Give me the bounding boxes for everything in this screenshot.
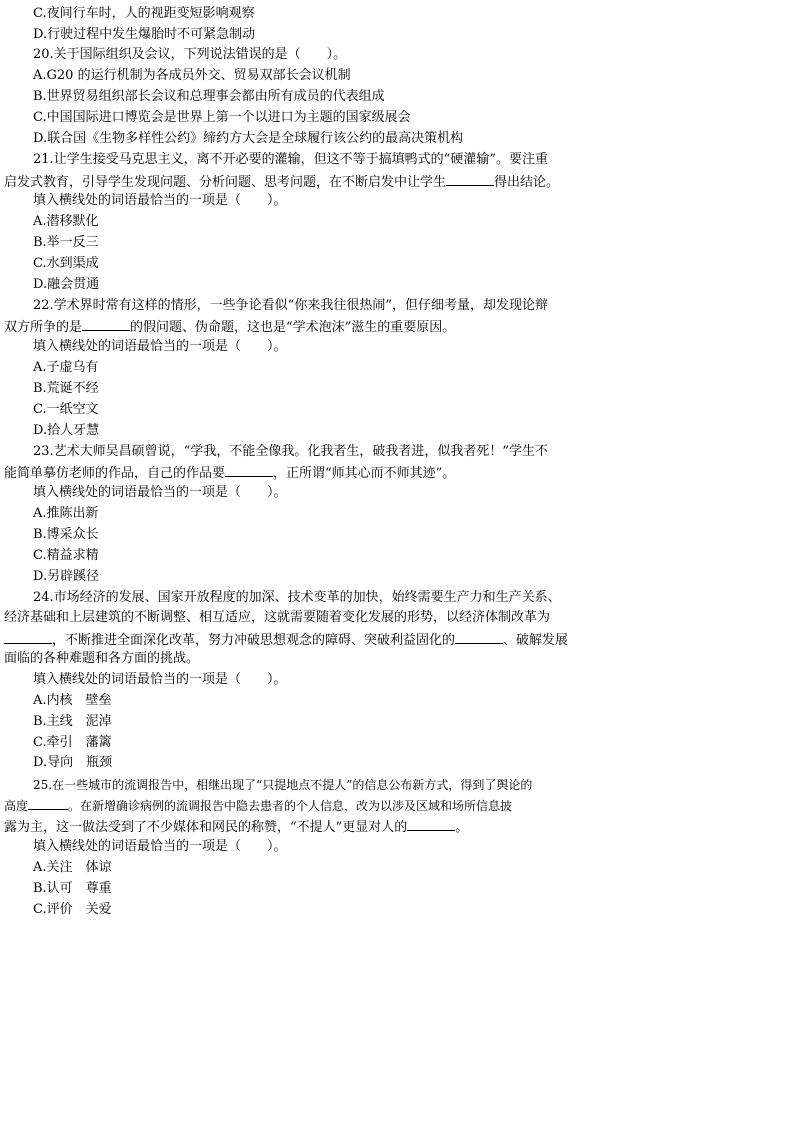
prompt-text: 填入横线处的词语最恰当的一项是（ ）。 bbox=[33, 672, 287, 687]
question-23-stem-line2 bbox=[4, 464, 455, 482]
prompt-text: 填入横线处的词语最恰当的一项是（ ）。 bbox=[33, 193, 287, 208]
question-22-stem-line1 bbox=[33, 298, 548, 314]
question-text: 20.关于国际组织及会议，下列说法错误的是（ ）。 bbox=[33, 47, 347, 62]
question-text: 启发式教育，引导学生发现问题、分析问题、思考问题，在不断启发中让学生 bbox=[4, 175, 447, 190]
question-21-prompt bbox=[33, 193, 287, 209]
prompt-text: 填入横线处的词语最恰当的一项是（ ）。 bbox=[33, 839, 287, 854]
fill-blank bbox=[225, 464, 273, 477]
fill-blank bbox=[4, 631, 52, 644]
option-c bbox=[33, 735, 112, 751]
option-c bbox=[33, 548, 99, 564]
question-text: 21.让学生接受马克思主义，离不开必要的灌输，但这不等于搞填鸭式的“硬灌输”。要注重 bbox=[33, 152, 548, 167]
option-text: A.子虚乌有 bbox=[33, 360, 99, 375]
question-24-stem-line1 bbox=[33, 590, 561, 606]
option-text: B.认可 尊重 bbox=[33, 881, 112, 896]
question-text: 25.在一些城市的流调报告中，相继出现了“只提地点不提人”的信息公布新方式，得到了舆论的 bbox=[33, 778, 533, 792]
option-c bbox=[33, 902, 112, 918]
option-b bbox=[33, 881, 112, 897]
option-text: B.世界贸易组织部长会议和总理事会都由所有成员的代表组成 bbox=[33, 89, 385, 104]
question-text: 能简单摹仿老师的作品，自己的作品要 bbox=[4, 466, 226, 481]
question-text: 高度 bbox=[4, 799, 29, 813]
question-text: 面临的各种难题和各方面的挑战。 bbox=[4, 651, 200, 666]
question-22-stem-line2 bbox=[4, 318, 455, 336]
option-text: B.荒诞不经 bbox=[33, 381, 99, 396]
question-22-prompt bbox=[33, 339, 287, 355]
option-b bbox=[33, 89, 385, 105]
question-text: 24.市场经济的发展、国家开放程度的加深、技术变革的加快，始终需要生产力和生产关系、 bbox=[33, 590, 561, 605]
option-text: C.中国国际进口博览会是世界上第一个以进口为主题的国家级展会 bbox=[33, 110, 411, 125]
option-a bbox=[33, 68, 351, 84]
question-24-stem-line2 bbox=[4, 610, 550, 626]
question-24-stem-line3 bbox=[4, 631, 568, 649]
question-text: 。在新增确诊病例的流调报告中隐去患者的个人信息，改为以涉及区域和场所信息披 bbox=[68, 799, 513, 813]
question-text: 。 bbox=[455, 820, 469, 835]
question-text: 经济基础和上层建筑的不断调整、相互适应，这就需要随着变化发展的形势，以经济体制改革为 bbox=[4, 610, 551, 625]
option-a bbox=[33, 860, 112, 876]
question-text: 23.艺术大师吴昌硕曾说，“学我，不能全像我。化我者生，破我者进，似我者死！”学生不 bbox=[33, 444, 548, 459]
prompt-text: 填入横线处的词语最恰当的一项是（ ）。 bbox=[33, 485, 287, 500]
option-c bbox=[33, 256, 99, 272]
question-text: 得出结论。 bbox=[494, 175, 560, 190]
option-d bbox=[33, 277, 99, 293]
question-text: 双方所争的是 bbox=[4, 320, 83, 335]
option-text: A.潜移默化 bbox=[33, 214, 99, 229]
option-c bbox=[33, 6, 255, 22]
option-text: D.联合国《生物多样性公约》缔约方大会是全球履行该公约的最高决策机构 bbox=[33, 131, 464, 146]
option-text: A.推陈出新 bbox=[33, 506, 99, 521]
question-21-stem-line2 bbox=[4, 173, 559, 191]
question-text: 露为主，这一做法受到了不少媒体和网民的称赞，“不提人”更显对人的 bbox=[4, 820, 408, 835]
option-a bbox=[33, 214, 99, 230]
fill-blank bbox=[28, 797, 68, 810]
option-d bbox=[33, 755, 112, 771]
option-d bbox=[33, 27, 255, 43]
option-text: B.举一反三 bbox=[33, 235, 99, 250]
option-text: A.内核 壁垒 bbox=[33, 693, 112, 708]
option-text: C.精益求精 bbox=[33, 548, 99, 563]
question-25-stem-line1 bbox=[33, 777, 532, 793]
question-25-prompt bbox=[33, 839, 287, 855]
option-c bbox=[33, 110, 411, 126]
option-text: D.行驶过程中发生爆胎时不可紧急制动 bbox=[33, 27, 256, 42]
question-text: ，正所谓“师其心而不师其迹”。 bbox=[273, 466, 456, 481]
option-text: C.牵引 藩篱 bbox=[33, 735, 112, 750]
option-text: A.G20 的运行机制为各成员外交、贸易双部长会议机制 bbox=[33, 68, 351, 83]
option-text: C.一纸空文 bbox=[33, 402, 99, 417]
option-text: D.导向 瓶颈 bbox=[33, 755, 113, 770]
question-text: ，不断推进全面深化改革，努力冲破思想观念的障碍、突破利益固化的 bbox=[52, 633, 456, 648]
question-25-stem-line2 bbox=[4, 797, 512, 814]
option-a bbox=[33, 506, 99, 522]
option-c bbox=[33, 402, 99, 418]
option-text: C.夜间行车时，人的视距变短影响观察 bbox=[33, 6, 255, 21]
question-23-stem-line1 bbox=[33, 444, 548, 460]
option-b bbox=[33, 527, 99, 543]
option-a bbox=[33, 693, 112, 709]
option-b bbox=[33, 714, 112, 730]
fill-blank bbox=[407, 818, 455, 831]
question-23-prompt bbox=[33, 485, 287, 501]
fill-blank bbox=[455, 631, 503, 644]
option-text: B.主线 泥淖 bbox=[33, 714, 112, 729]
option-text: A.关注 体谅 bbox=[33, 860, 112, 875]
question-20-stem bbox=[33, 47, 346, 63]
option-a bbox=[33, 360, 99, 376]
question-24-stem-line4 bbox=[4, 651, 199, 667]
question-text: 22.学术界时常有这样的情形，一些争论看似“你来我往很热闹”，但仔细考量，却发现论辩 bbox=[33, 298, 548, 313]
option-b bbox=[33, 235, 99, 251]
fill-blank bbox=[82, 318, 130, 331]
option-text: D.另辟蹊径 bbox=[33, 569, 100, 584]
option-text: D.融会贯通 bbox=[33, 277, 100, 292]
option-b bbox=[33, 381, 99, 397]
option-d bbox=[33, 131, 463, 147]
question-21-stem-line1 bbox=[33, 152, 548, 168]
option-text: C.评价 关爱 bbox=[33, 902, 112, 917]
fill-blank bbox=[446, 173, 494, 186]
question-text: 的假问题、伪命题，这也是“学术泡沫”滋生的重要原因。 bbox=[130, 320, 456, 335]
option-text: C.水到渠成 bbox=[33, 256, 99, 271]
option-text: B.博采众长 bbox=[33, 527, 99, 542]
option-text: D.拾人牙慧 bbox=[33, 423, 100, 438]
option-d bbox=[33, 423, 99, 439]
question-25-stem-line3 bbox=[4, 818, 468, 836]
question-text: 、破解发展 bbox=[503, 633, 569, 648]
question-24-prompt bbox=[33, 672, 287, 688]
prompt-text: 填入横线处的词语最恰当的一项是（ ）。 bbox=[33, 339, 287, 354]
option-d bbox=[33, 569, 99, 585]
